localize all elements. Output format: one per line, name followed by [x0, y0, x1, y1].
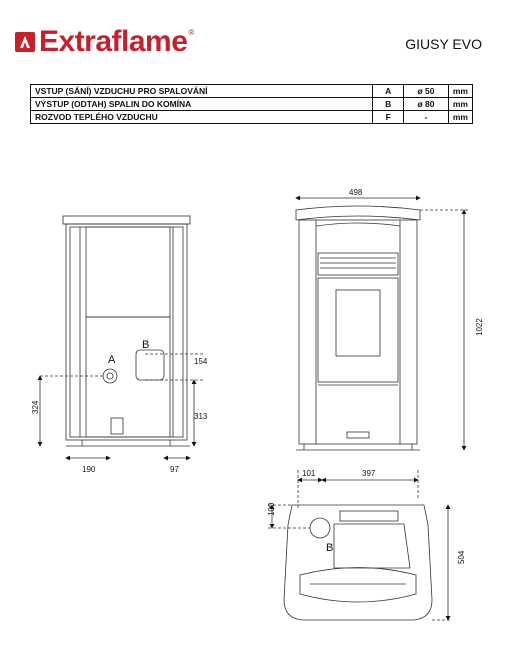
rear-control-board	[111, 418, 123, 434]
front-upper-curve	[316, 223, 400, 226]
top-flue-b	[310, 518, 330, 538]
dim-1022: 1022	[475, 318, 484, 336]
spec-unit: mm	[448, 85, 472, 98]
top-view	[268, 470, 452, 620]
dim-154: 154	[194, 357, 208, 366]
spec-description: VSTUP (SÁNÍ) VZDUCHU PRO SPALOVÁNÍ	[31, 85, 373, 98]
air-inlet-a-inner	[107, 373, 113, 379]
model-title: GIUSY EVO	[405, 36, 482, 52]
spec-value: ø 80	[404, 98, 449, 111]
rear-top-plate	[63, 216, 190, 224]
spec-unit: mm	[448, 111, 472, 124]
air-inlet-a	[103, 369, 117, 383]
dim-190: 190	[82, 465, 96, 474]
top-hopper-lid	[334, 524, 410, 568]
spec-unit: mm	[448, 98, 472, 111]
front-door	[318, 278, 398, 382]
spec-value: ø 50	[404, 85, 449, 98]
spec-code: B	[373, 98, 404, 111]
dim-504: 504	[457, 550, 466, 564]
label-b: B	[142, 339, 150, 351]
dim-397: 397	[362, 469, 376, 478]
spec-code: F	[373, 111, 404, 124]
spec-description: VÝSTUP (ODTAH) SPALIN DO KOMÍNA	[31, 98, 373, 111]
dim-100: 100	[267, 502, 276, 516]
dim-498: 498	[349, 188, 363, 197]
top-control-panel	[340, 511, 398, 521]
dim-97: 97	[170, 465, 179, 474]
front-grille	[318, 253, 398, 275]
rear-lower-panel	[86, 317, 170, 437]
top-label-b: B	[326, 542, 334, 554]
brand-name: Extraflame	[39, 25, 188, 58]
dim-324: 324	[31, 400, 40, 414]
front-body-outline	[299, 220, 417, 444]
spec-value: -	[404, 111, 449, 124]
front-view	[296, 198, 468, 450]
front-glass	[336, 290, 380, 356]
top-body-outline	[284, 505, 432, 620]
rear-upper-panel	[86, 227, 170, 317]
rear-body-outline	[66, 224, 187, 440]
registered-mark: ®	[188, 27, 195, 37]
spec-code: A	[373, 85, 404, 98]
dim-101: 101	[302, 469, 316, 478]
flue-outlet-b	[136, 350, 164, 380]
rear-view	[40, 216, 205, 458]
spec-description: ROZVOD TEPLÉHO VZDUCHU	[31, 111, 373, 124]
label-a: A	[108, 354, 116, 366]
rear-body-inner	[70, 227, 183, 437]
dim-313: 313	[194, 412, 208, 421]
front-top-cover	[296, 206, 420, 220]
front-badge	[347, 432, 369, 438]
top-front-grille	[300, 568, 416, 603]
